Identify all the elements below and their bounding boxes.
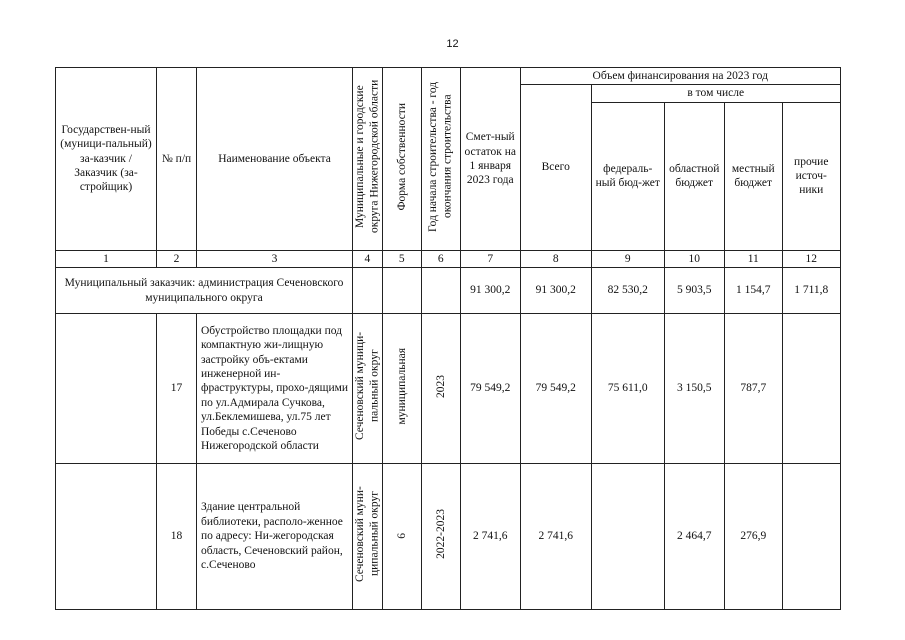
row-regional: 2 464,7 bbox=[664, 464, 724, 609]
row-years: 2022-2023 bbox=[421, 464, 460, 609]
summary-regional: 5 903,5 bbox=[664, 268, 724, 314]
column-number: 2 bbox=[157, 250, 197, 267]
header-including: в том числе bbox=[591, 85, 840, 102]
summary-other: 1 711,8 bbox=[782, 268, 840, 314]
table-row bbox=[56, 314, 841, 464]
header-local: местный бюджет bbox=[724, 102, 782, 250]
row-other bbox=[782, 464, 840, 609]
header-total: Всего bbox=[520, 85, 591, 250]
row-federal bbox=[591, 464, 664, 609]
row-ownership: 6 bbox=[382, 464, 421, 609]
row-local: 276,9 bbox=[724, 464, 782, 609]
header-years: Год начала строительства - год окончания строительства bbox=[421, 68, 460, 251]
column-number: 11 bbox=[724, 250, 782, 267]
row-total: 79 549,2 bbox=[520, 314, 591, 464]
row-ownership: муниципальная bbox=[382, 314, 421, 464]
row-customer bbox=[56, 464, 157, 609]
summary-row bbox=[56, 268, 841, 314]
row-other bbox=[782, 314, 840, 464]
summary-local: 1 154,7 bbox=[724, 268, 782, 314]
row-regional: 3 150,5 bbox=[664, 314, 724, 464]
row-customer bbox=[56, 314, 157, 464]
header-regional: областной бюджет bbox=[664, 102, 724, 250]
summary-remaining: 91 300,2 bbox=[460, 268, 520, 314]
summary-years bbox=[421, 268, 460, 314]
summary-total: 91 300,2 bbox=[520, 268, 591, 314]
column-number: 10 bbox=[664, 250, 724, 267]
row-municipality: Сеченовский муни-ципальный округ bbox=[353, 464, 383, 609]
column-number: 7 bbox=[460, 250, 520, 267]
table-row bbox=[56, 464, 841, 609]
column-number: 8 bbox=[520, 250, 591, 267]
column-number: 6 bbox=[421, 250, 460, 267]
row-remaining: 2 741,6 bbox=[460, 464, 520, 609]
header-ownership: Форма собственности bbox=[382, 68, 421, 251]
summary-ownership bbox=[382, 268, 421, 314]
page-number: 12 bbox=[446, 38, 459, 50]
header-remaining: Смет-ный остаток на 1 января 2023 года bbox=[460, 68, 520, 251]
column-number: 4 bbox=[353, 250, 383, 267]
summary-label: Муниципальный заказчик: администрация Сеченовского муниципального округа bbox=[56, 268, 353, 314]
header-municipality: Муниципальные и городские округа Нижегородской области bbox=[353, 68, 383, 251]
column-number: 12 bbox=[782, 250, 840, 267]
column-number: 1 bbox=[56, 250, 157, 267]
header-object-name: Наименование объекта bbox=[197, 68, 353, 251]
header-federal: федераль-ный бюд-жет bbox=[591, 102, 664, 250]
row-years: 2023 bbox=[421, 314, 460, 464]
row-object-name: Обустройство площадки под компактную жи-лищную застройку объ-ектами инженерной ин-фраструктуры, прохо-дящими по ул.Адмирала Сучкова, ул.Беклемишева, ул.75 лет Победы с.Сеченово Нижегородской области bbox=[197, 314, 353, 464]
column-number: 5 bbox=[382, 250, 421, 267]
column-number: 3 bbox=[197, 250, 353, 267]
row-no: 17 bbox=[157, 314, 197, 464]
header-customer: Государствен-ный (муници-пальный) за-казчик / Заказчик (за-стройщик) bbox=[56, 68, 157, 251]
row-object-name: Здание центральной библиотеки, располо-женное по адресу: Ни-жегородская область, Сеченовский район, с.Сеченово bbox=[197, 464, 353, 609]
financing-table bbox=[55, 67, 841, 610]
row-municipality: Сеченовский муници-пальный округ bbox=[353, 314, 383, 464]
summary-municipality bbox=[353, 268, 383, 314]
header-other: прочие источ-ники bbox=[782, 102, 840, 250]
row-federal: 75 611,0 bbox=[591, 314, 664, 464]
column-number: 9 bbox=[591, 250, 664, 267]
header-no: № п/п bbox=[157, 68, 197, 251]
header-financing: Объем финансирования на 2023 год bbox=[520, 68, 840, 85]
summary-federal: 82 530,2 bbox=[591, 268, 664, 314]
row-total: 2 741,6 bbox=[520, 464, 591, 609]
row-local: 787,7 bbox=[724, 314, 782, 464]
row-remaining: 79 549,2 bbox=[460, 314, 520, 464]
column-number-row bbox=[56, 250, 841, 267]
row-no: 18 bbox=[157, 464, 197, 609]
